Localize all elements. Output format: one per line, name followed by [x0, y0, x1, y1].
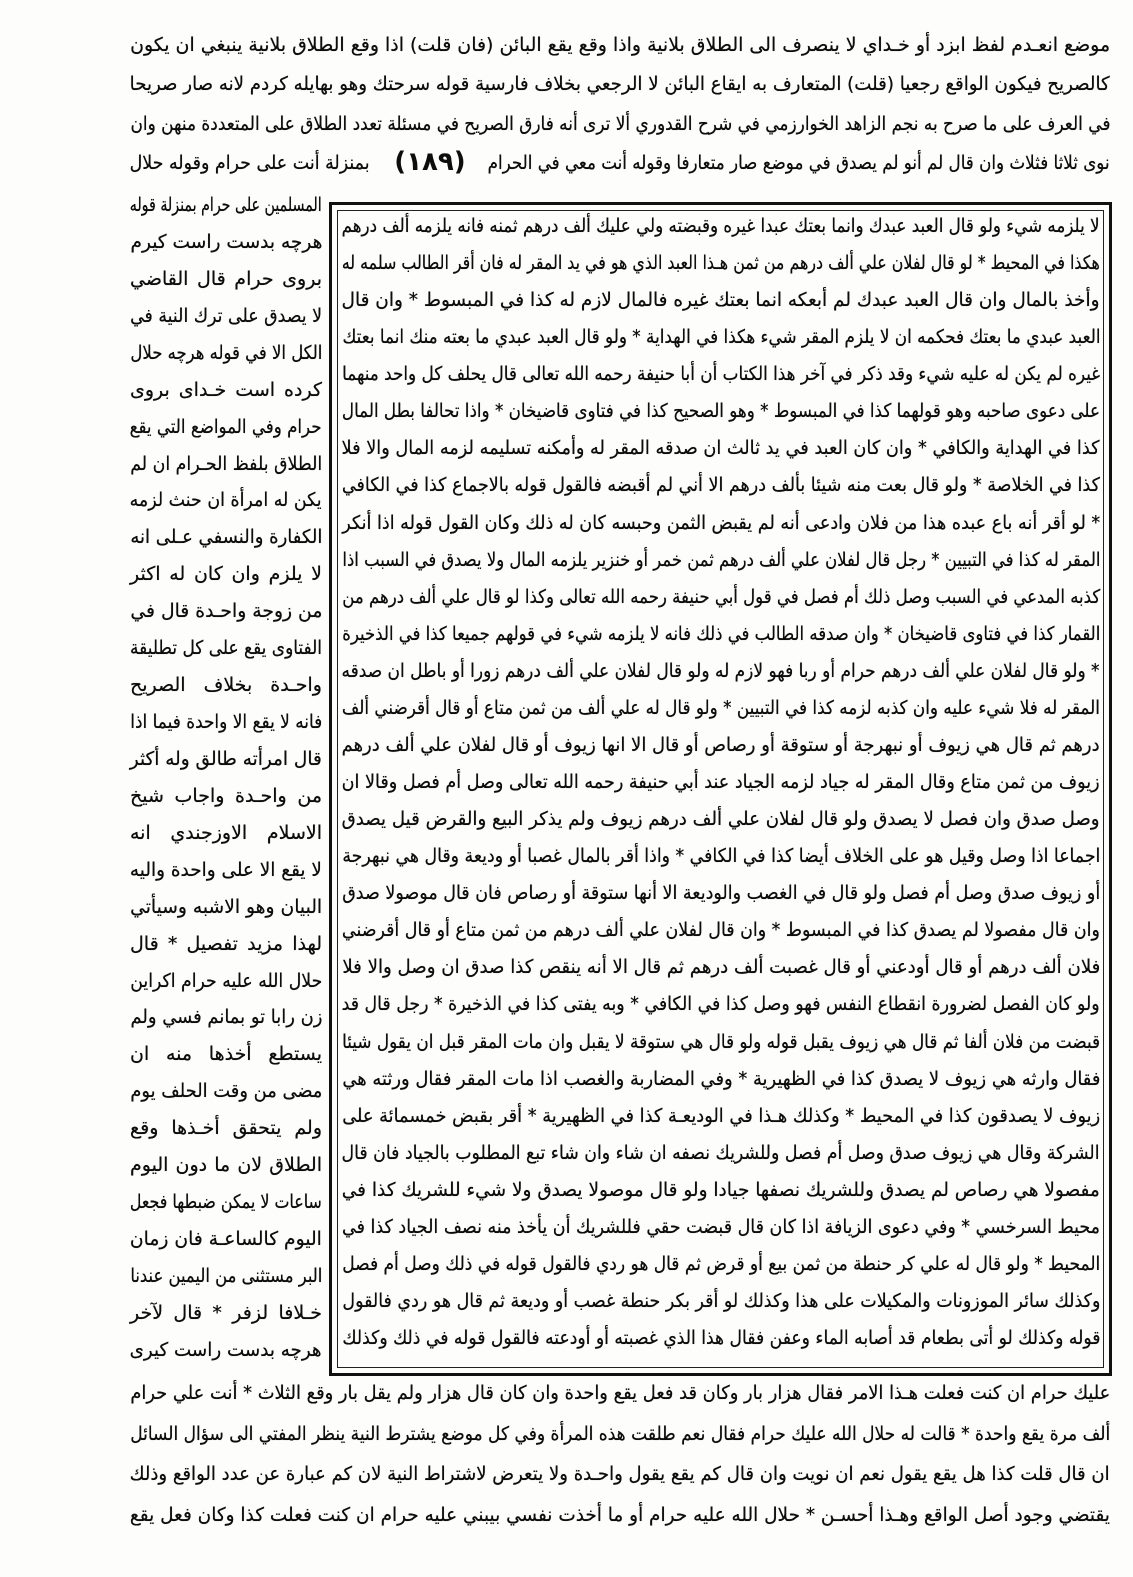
- main-text-line: وان قال مفصولا لم يصدق كذا في المبسوط * وان قال لفلان علي ألف درهم من ثمن متاع أو قال أقرضني: [342, 919, 1100, 942]
- header-line-4-left: بمنزلة أنت على حرام وقوله حلال: [130, 152, 370, 174]
- main-text-line: وصل صدق وان فصل لا يصدق ولو قال لفلان علي ألف درهم زيوف ولم يذكر البيع والقرض قيل يصدق: [342, 808, 1100, 831]
- margin-line: من واحـدة واجاب شيخ: [130, 784, 322, 807]
- footer-line: عليك حرام ان كنت فعلت هـذا الامر فقال هزار بار وكان قد فعل يقع واحدة وان كان قال هزار ولم يقل بار وقع الثلاث * أنت علي حرام: [130, 1382, 1110, 1404]
- header-line: موضع انعـدم لفظ ابزد أو خـداي لا ينصرف الى الطلاق بلانية واذا وقع يقع البائن (فان قلت) اذا وقع الطلاق بلانية ينبغي ان يكون: [130, 34, 1110, 56]
- main-text-line: الشركة وقال هي زيوف صدق وصل أم فصل وللشريك نصفه ان شاء وان شاء تبع المطلوب بالجياد فان قال: [342, 1141, 1100, 1164]
- main-text-line: زيوف من ثمن متاع وقال المقر له جياد لزمه الجياد عند أبي حنيفة رحمه الله تعالى وصل أم فصل وقالا ان: [342, 771, 1100, 794]
- margin-line: هرچه بدست راست كيرى: [130, 1338, 322, 1361]
- margin-line: قال امرأته طالق وله أكثر: [130, 747, 322, 770]
- margin-line: البر مستثنى من اليمين عندنا: [130, 1264, 322, 1287]
- margin-line: مضى من وقت الحلف يوم: [130, 1080, 322, 1103]
- footer-line: ان قال قلت كذا هل يقع يقول نعم ان نويت وان قال كم يقع يقول واحـدة ولا يتعرض لاشتراط النية لان كم عبارة عن عدد الواقع وذلك: [130, 1463, 1110, 1485]
- margin-line: البيان وهو الاشبه وسيأتي: [130, 895, 322, 918]
- main-text-line: القمار كذا في فتاوى قاضيخان * وان صدقه الطالب في ذلك فانه لا يلزمه شيء في قولهم جميعا كذا في الذخيرة: [342, 622, 1100, 645]
- margin-line: لا يصدق على ترك النية في: [130, 304, 322, 327]
- main-text-line: كذا في الهداية والكافي * وان كان العبد في يد ثالث ان صدقه المقر له وأمكنه تسليمه لزمه المال والا فلا: [342, 437, 1100, 460]
- margin-line: خـلافا لزفر * قال لآخر: [130, 1301, 322, 1324]
- main-text-line: فلان ألف درهم أو قال أودعني أو قال غصبت ألف درهم ثم قال الا أنه ينقص كذا صدق ان وصل والا فلا: [342, 956, 1100, 979]
- margin-line: واحـدة بخلاف الصريح: [130, 674, 322, 697]
- page-number: (١٨٩): [394, 147, 466, 177]
- margin-line: اليوم كالساعـة فان زمان: [130, 1228, 322, 1251]
- main-text-line: المقر له فلا شيء عليه وان كذبه لزمه كذا في التبيين * ولو قال له علي ألف من ثمن متاع أو قال أقرضني ألف: [342, 696, 1100, 719]
- main-text-line: كذبه المدعي في السبب وصل ذلك أم فصل في قول أبي حنيفة رحمه الله تعالى وكذا لو قال علي ألف درهم من: [342, 585, 1100, 608]
- main-text-line: درهم ثم قال هي زيوف أو نبهرجة أو ستوقة أو رصاص أو قال الا انها زيوف أو قال لفلان علي ألف درهم: [342, 733, 1100, 756]
- margin-line: الاسلام الاوزجندي انه: [130, 821, 322, 844]
- main-text-line: المقر له كذا في التبيين * رجل قال لفلان علي ألف درهم ثمن خمر أو خنزير يلزمه المال ولا يصدق في السبب اذا: [342, 548, 1100, 571]
- margin-line: ساعات لا يمكن ضبطها فجعل: [130, 1191, 322, 1214]
- main-text-line: هكذا في المحيط * لو قال لفلان علي ألف درهم من ثمن هـذا العبد الذي هو في يد المقر له فان أقر الطالب سلمه له: [342, 252, 1100, 275]
- main-text-line: اجماعا اذا وصل وقيل هو على الخلاف أيضا كذا في الكافي * واذا أقر بالمال غصبا أو وديعة وقال هي نبهرجة: [342, 845, 1100, 868]
- margin-line: حرام وفي المواضع التي يقع: [130, 415, 322, 438]
- main-text-line: * لو أقر أنه باع عبده هذا من فلان وادعى أنه لم يقبض الثمن وحبسه كان له ذلك وكان القول قوله اذا أنكر: [342, 511, 1100, 534]
- main-text-line: ولو كان الفصل لضرورة انقطاع النفس فهو وصل كذا في الكافي * وبه يفتى كذا في الذخيرة * رجل قال قد: [342, 993, 1100, 1016]
- main-text-line: العبد عبدي ما بعتك فحكمه ان لا يلزم المقر شيء هكذا في الهداية * ولو قال العبد عبدي ما بعته منك انما بعتك: [342, 326, 1100, 349]
- main-text-line: * ولو قال لفلان علي ألف درهم حرام أو ربا فهو لازم له ولو قال لفلان علي ألف درهم زورا أو باطل ان صدقه: [342, 659, 1100, 682]
- main-text-line: غيره لم يكن له عليه شيء وقد ذكر في آخر هذا الكتاب أن أبا حنيفة رحمه الله تعالى قال يحلف كل واحد منهما: [342, 363, 1100, 386]
- main-text-line: كذا في الخلاصة * ولو قال بعت منه شيئا بألف درهم الا أني لم أقبضه فالقول قوله بالاجماع كذا في الكافي: [342, 474, 1100, 497]
- main-text-line: فقال وارثه هي زيوف لا يصدق كذا في الظهيرية * وفي المضاربة والغصب اذا مات المقر فقال ورثته هي: [342, 1067, 1100, 1090]
- main-text-line: مفصولا هي رصاص لم يصدق وللشريك نصفها جيادا ولو قال موصولا يصدق ولا شيء للشريك كذا في: [342, 1178, 1100, 1201]
- margin-line: لهذا مزيد تفصيل * قال: [130, 932, 322, 955]
- margin-line: من زوجة واحـدة قال في: [130, 600, 322, 623]
- main-text-line: قبضت من فلان ألفا ثم قال هي زيوف يقبل قوله ولو قال هي ستوقة لا يقبل وان مات المقر قبل ان يقول شيئا: [342, 1030, 1100, 1053]
- header-line: كالصريح فيكون الواقع رجعيا (قلت) المتعارف به ايقاع البائن لا الرجعي بخلاف فارسية قوله سرحتك وهو بهايله كردم لانه صار صريحا: [130, 73, 1110, 96]
- main-text-line: قوله وكذلك لو أتى بطعام قد أصابه الماء وعفن فقال هذا الذي غصبته أو أودعته فالقول قوله في ذلك وكذلك: [342, 1327, 1100, 1350]
- main-text-line: وأخذ بالمال وان قال العبد عبدك لم أبعكه انما بعتك غيره فالمال لازم له كذا في المبسوط * وان قال: [342, 289, 1100, 312]
- margin-line: يستطع أخذها منه ان: [130, 1043, 322, 1066]
- margin-line: فانه لا يقع الا واحدة فيما اذا: [130, 711, 322, 734]
- header-line: في العرف على ما صرح به نجم الزاهد الخوارزمي في شرح القدوري ألا ترى أنه فارق الصريح في مسئلة تعدد الطلاق على المتعددة منهن وان: [130, 112, 1110, 135]
- margin-line: بروى حرام قال القاضي: [130, 267, 322, 290]
- footer-line: يقتضي وجود أصل الواقع وهـذا أحسـن * حلال الله عليه حرام أو ما أخذت نفسي بيبني عليه حرام ان كنت فعلت كذا وكان فعل يقع: [130, 1503, 1110, 1526]
- main-text-line: لا يلزمه شيء ولو قال العبد عبدك وانما بعتك عبدا غيره وقبضته ولي عليك ألف درهم ثمنه فانه يلزمه ألف درهم: [342, 215, 1100, 237]
- margin-line: الطلاق لان ما دون اليوم: [130, 1154, 322, 1177]
- margin-line: الكل الا في قوله هرچه حلال: [130, 341, 322, 364]
- margin-line: الكفارة والنسفي عـلى انه: [130, 526, 322, 549]
- margin-line: ولم يتحقق أخـذها وقع: [130, 1117, 322, 1140]
- margin-line: زن رابا تو بمانم فسي ولم: [130, 1006, 322, 1029]
- margin-line: لا يقع الا على واحدة واليه: [130, 858, 322, 881]
- main-text-line: على دعوى صاحبه وهو قولهما كذا في المبسوط * وهو الصحيح كذا في فتاوى قاضيخان * واذا تحالفا بطل المال: [342, 400, 1100, 423]
- margin-line: الفتاوى يقع على كل تطليقة: [130, 637, 322, 660]
- margin-line: الطلاق بلفظ الحـرام ان لم: [130, 452, 322, 475]
- main-text-line: وكذلك سائر الموزونات والمكيلات على هذا وكذلك لو أقر بكر حنطة غصب أو وديعة ثم قال هو ردي فالقول: [342, 1290, 1100, 1313]
- margin-line: هرچه بدست راست كيرم: [130, 230, 322, 253]
- main-text-line: أو زيوف صدق وصل أم فصل ولو قال في الغصب والوديعة الا أنها ستوقة أو رصاص فان قال موصولا صدق: [342, 882, 1100, 905]
- margin-line: يكن له امرأة ان حنث لزمه: [130, 489, 322, 512]
- main-text-line: زيوف لا يصدقون كذا في المحيط * وكذلك هـذا في الوديعـة كذا في الظهيرية * أقر بقبض خمسمائة على: [342, 1104, 1100, 1127]
- footer-line: ألف مرة يقع واحدة * قالت له حلال الله عليك حرام فقال نعم طلقت هذه المرأة وفي كل موضع يشترط النية ينظر المفتي الى سؤال السائل: [130, 1422, 1110, 1445]
- margin-line: المسلمين على حرام بمنزلة قوله: [130, 194, 322, 216]
- main-text-line: المحيط * ولو قال له علي كر حنطة من ثمن بيع أو قرض ثم قال هو ردي فالقول قوله في ذلك وصل أم فصل: [342, 1252, 1100, 1275]
- margin-line: لا يلزم وان كان له اكثر: [130, 563, 322, 586]
- header-line-4-right: نوى ثلاثا فثلاث وان قال لم أنو لم يصدق في موضع صار متعارفا وقوله أنت معي في الحرام: [488, 152, 1110, 174]
- main-text-line: محيط السرخسي * وفي دعوى الزيافة اذا كان قال قبضت حقي فللشريك أن يأخذ منه نصف الجياد كذا في: [342, 1215, 1100, 1238]
- margin-line: حلال الله عليه حرام اكراين: [130, 969, 322, 992]
- margin-line: كرده است خـداى بروى: [130, 378, 322, 401]
